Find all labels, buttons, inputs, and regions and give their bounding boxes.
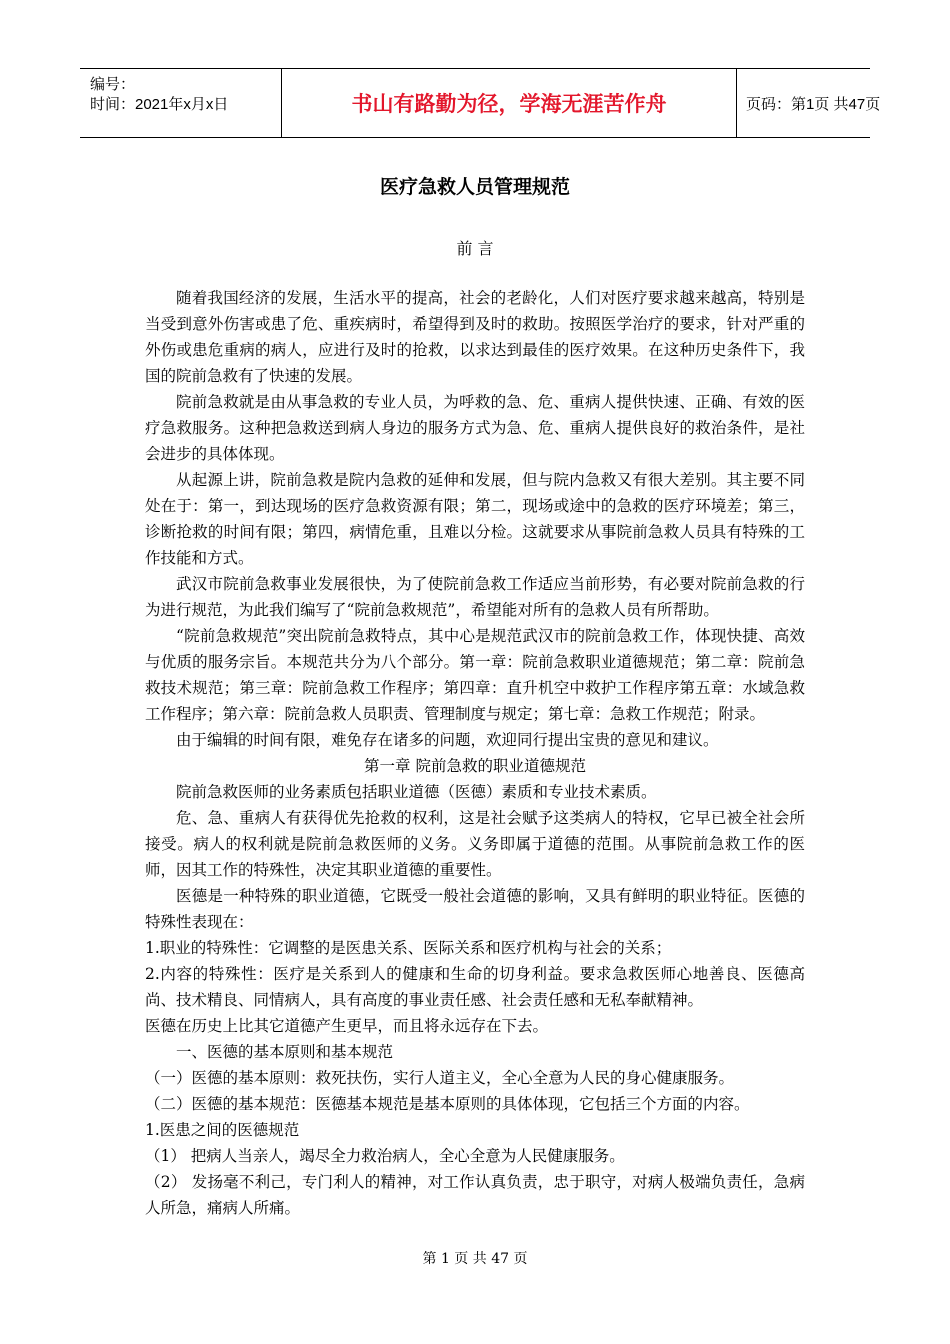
number-label: 编号： bbox=[90, 76, 136, 93]
paragraph: “院前急救规范”突出院前急救特点，其中心是规范武汉市的院前急救工作，体现快捷、高效与优质的服务宗旨。本规范共分为八个部分。第一章：院前急救职业道德规范；第二章：院前急救技术规范；第三章：院前急救工作程序；第四章：直升机空中救护工作程序第五章：水域急救工作程序；第六章：院前急救人员职责、管理制度与规定；第七章：急救工作规范；附录。 bbox=[145, 627, 805, 723]
header-table bbox=[80, 68, 881, 138]
date-label: 时间：2021年x月x日 bbox=[90, 96, 229, 113]
paragraph: 医德是一种特殊的职业道德，它既受一般社会道德的影响，又具有鲜明的职业特征。医德的特殊性表现在： bbox=[145, 887, 805, 931]
page-footer: 第 1 页 共 47 页 bbox=[422, 1251, 528, 1267]
header-motto: 书山有路勤为径，学海无涯苦作舟 bbox=[281, 69, 737, 137]
paragraph: 一、医德的基本原则和基本规范 bbox=[176, 1043, 394, 1061]
paragraph: 随着我国经济的发展，生活水平的提高，社会的老龄化，人们对医疗要求越来越高，特别是当受到意外伤害或患了危、重疾病时，希望得到及时的救助。按照医学治疗的要求，针对严重的外伤或患危重病的病人，应进行及时的抢救，以求达到最佳的医疗效果。在这种历史条件下，我国的院前急救有了快速的发展。 bbox=[145, 289, 805, 385]
chapter-heading: 第一章 院前急救的职业道德规范 bbox=[364, 757, 586, 775]
paragraph: （2） 发扬毫不利己，专门利人的精神，对工作认真负责，忠于职守，对病人极端负责任，急病人所急，痛病人所痛。 bbox=[145, 1173, 805, 1217]
paragraph: 武汉市院前急救事业发展很快，为了使院前急救工作适应当前形势，有必要对院前急救的行为进行规范，为此我们编写了“院前急救规范”，希望能对所有的急救人员有所帮助。 bbox=[145, 575, 805, 619]
preface-heading: 前 言 bbox=[456, 239, 494, 258]
document-body bbox=[145, 285, 805, 1221]
paragraph: 由于编辑的时间有限，难免存在诸多的问题，欢迎同行提出宝贵的意见和建议。 bbox=[176, 731, 719, 749]
paragraph: （1） 把病人当亲人，竭尽全力救治病人，全心全意为人民健康服务。 bbox=[145, 1147, 625, 1165]
paragraph: （一）医德的基本原则：救死扶伤，实行人道主义，全心全意为人民的身心健康服务。 bbox=[145, 1069, 735, 1087]
paragraph: （二）医德的基本规范：医德基本规范是基本原则的具体体现，它包括三个方面的内容。 bbox=[145, 1095, 750, 1113]
paragraph: 1.医患之间的医德规范 bbox=[145, 1121, 300, 1139]
paragraph: 医德在历史上比其它道德产生更早，而且将永远存在下去。 bbox=[145, 1017, 549, 1035]
paragraph: 院前急救医师的业务素质包括职业道德（医德）素质和专业技术素质。 bbox=[176, 783, 657, 801]
header-info-cell bbox=[80, 69, 279, 137]
paragraph: 危、急、重病人有获得优先抢救的权利，这是社会赋予这类病人的特权，它早已被全社会所接受。病人的权利就是院前急救医师的义务。义务即属于道德的范围。从事院前急救工作的医师，因其工作的特殊性，决定其职业道德的重要性。 bbox=[145, 809, 805, 879]
header-page-label: 页码：第1页 共47页 bbox=[746, 95, 881, 113]
paragraph: 1.职业的特殊性：它调整的是医患关系、医际关系和医疗机构与社会的关系； bbox=[145, 939, 672, 957]
document-title: 医疗急救人员管理规范 bbox=[379, 176, 570, 198]
paragraph: 2.内容的特殊性：医疗是关系到人的健康和生命的切身利益。要求急救医师心地善良、医德高尚、技术精良、同情病人，具有高度的事业责任感、社会责任感和无私奉献精神。 bbox=[145, 965, 805, 1009]
paragraph: 院前急救就是由从事急救的专业人员，为呼救的急、危、重病人提供快速、正确、有效的医疗急救服务。这种把急救送到病人身边的服务方式为急、危、重病人提供良好的救治条件，是社会进步的具体体现。 bbox=[145, 393, 805, 463]
paragraph: 从起源上讲，院前急救是院内急救的延伸和发展，但与院内急救又有很大差别。其主要不同处在于：第一，到达现场的医疗急救资源有限；第二，现场或途中的急救的医疗环境差；第三，诊断抢救的时间有限；第四，病情危重，且难以分检。这就要求从事院前急救人员具有特殊的工作技能和方式。 bbox=[145, 471, 805, 567]
